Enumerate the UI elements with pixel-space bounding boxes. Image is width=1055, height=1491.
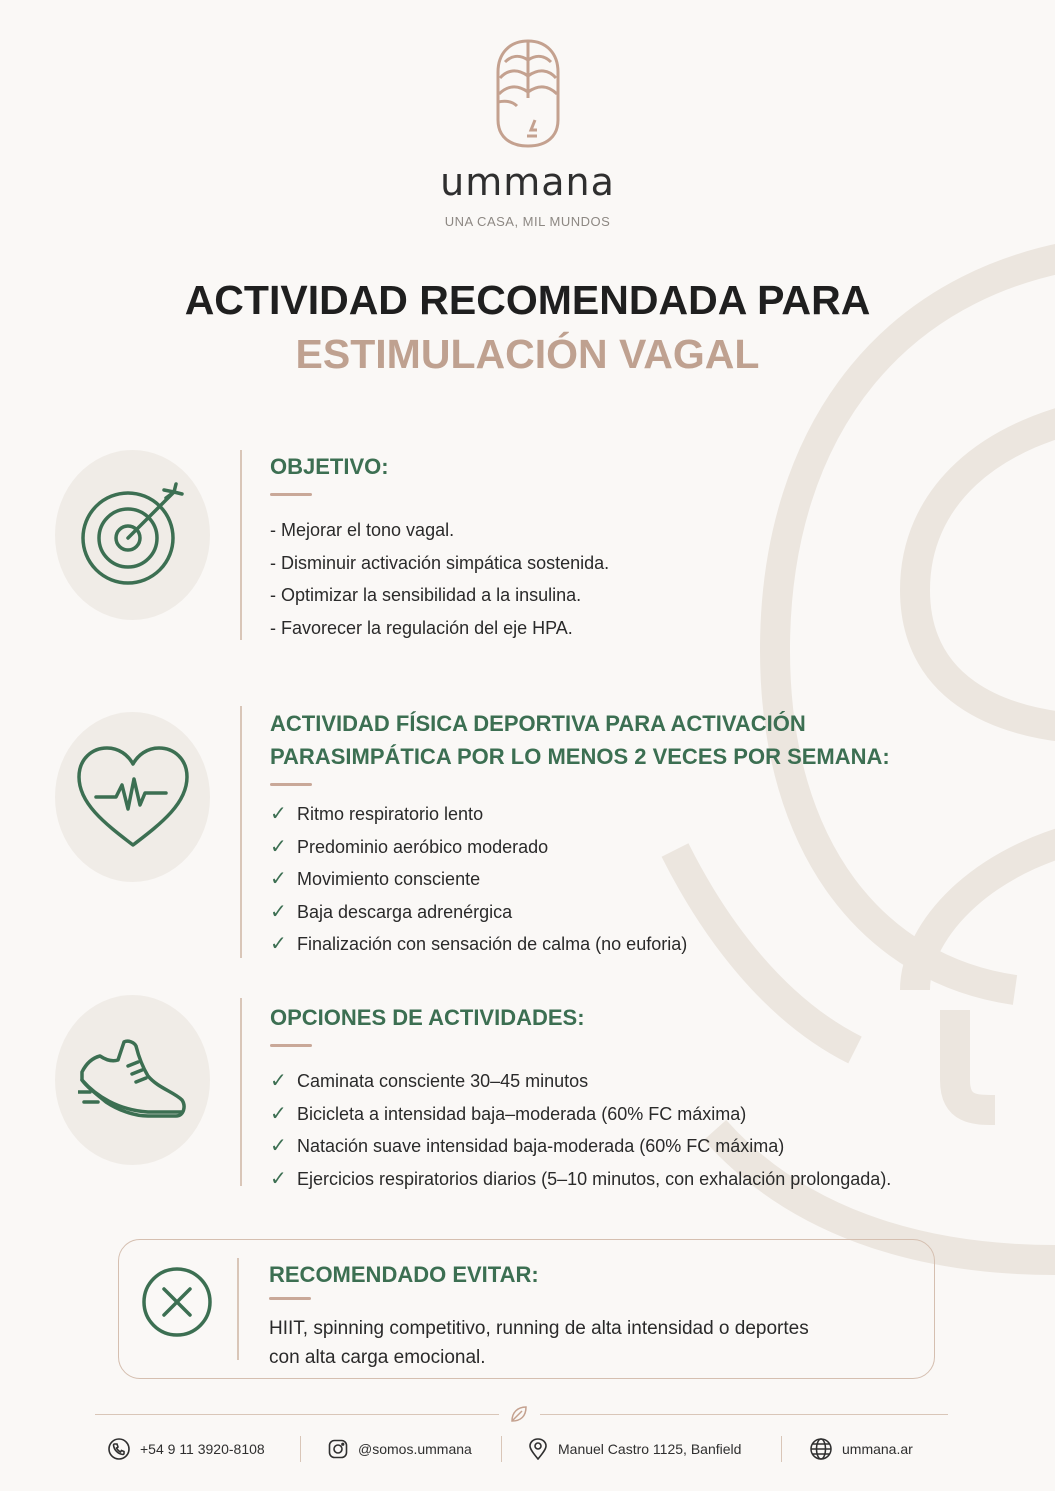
list-item xyxy=(270,1163,891,1196)
address-text: Manuel Castro 1125, Banfield xyxy=(558,1441,742,1457)
list-item: - Disminuir activación simpática sostenida. xyxy=(270,552,610,573)
list-item xyxy=(270,928,890,961)
list-item-text: Baja descarga adrenérgica xyxy=(297,901,513,922)
objetivo-divider xyxy=(240,450,242,640)
opciones-underline xyxy=(270,1044,312,1047)
footer-separator xyxy=(501,1436,502,1462)
phone-text: +54 9 11 3920-8108 xyxy=(140,1441,265,1457)
list-item-text: Ejercicios respiratorios diarios (5–10 minutos, con exhalación prolongada). xyxy=(297,1168,892,1189)
footer-separator xyxy=(300,1436,301,1462)
target-icon xyxy=(78,480,188,590)
footer-web[interactable] xyxy=(810,1434,913,1464)
footer xyxy=(0,1434,1055,1464)
actividad-heading-line-1: ACTIVIDAD FÍSICA DEPORTIVA PARA ACTIVACIÓN xyxy=(270,711,806,736)
objetivo-list xyxy=(270,514,609,644)
opciones-heading: OPCIONES DE ACTIVIDADES: xyxy=(270,1005,585,1030)
actividad-underline xyxy=(270,783,312,786)
actividad-section xyxy=(270,707,890,961)
list-item-text: Natación suave intensidad baja-moderada (60% FC máxima) xyxy=(297,1136,785,1156)
list-item-text: Caminata consciente 30–45 minutos xyxy=(297,1071,589,1091)
evitar-underline xyxy=(269,1297,311,1300)
brand-name: ummana xyxy=(440,160,615,204)
list-item-text: Finalización con sensación de calma (no euforia) xyxy=(297,934,688,954)
x-circle-icon xyxy=(141,1266,213,1338)
list-item xyxy=(270,1130,891,1163)
opciones-icon-circle xyxy=(55,995,210,1165)
opciones-divider xyxy=(240,998,242,1186)
logo-block xyxy=(0,38,1055,229)
list-item: - Favorecer la regulación del eje HPA. xyxy=(270,617,573,638)
list-item xyxy=(270,831,890,864)
check-icon: ✓ xyxy=(270,835,287,858)
list-item-text: Ritmo respiratorio lento xyxy=(297,804,484,824)
list-item xyxy=(270,1098,891,1131)
heart-pulse-icon xyxy=(76,745,190,849)
evitar-body xyxy=(269,1314,909,1372)
list-item xyxy=(270,798,890,831)
opciones-section xyxy=(270,1001,891,1195)
sneaker-icon xyxy=(78,1036,188,1124)
footer-divider-left xyxy=(95,1414,499,1415)
title-line-1: ACTIVIDAD RECOMENDADA PARA xyxy=(184,277,871,323)
footer-address[interactable] xyxy=(528,1434,741,1464)
check-icon: ✓ xyxy=(270,1102,287,1125)
list-item xyxy=(270,1065,891,1098)
actividad-list xyxy=(270,798,890,961)
globe-icon xyxy=(810,1438,832,1460)
web-text: ummana.ar xyxy=(842,1441,913,1457)
check-icon: ✓ xyxy=(270,933,287,955)
page-title xyxy=(0,273,1055,381)
evitar-content xyxy=(269,1258,909,1372)
list-item xyxy=(270,896,890,929)
list-item: - Mejorar el tono vagal. xyxy=(270,520,455,540)
objetivo-section xyxy=(270,450,609,644)
ummana-logo-icon xyxy=(495,38,561,148)
evitar-body-line-1: HIIT, spinning competitivo, running de alta intensidad o deportes xyxy=(269,1318,809,1339)
location-icon xyxy=(528,1438,548,1460)
list-item-text: Predominio aeróbico moderado xyxy=(297,836,549,857)
footer-separator xyxy=(781,1436,782,1462)
actividad-icon-circle xyxy=(55,712,210,882)
evitar-body-line-2: con alta carga emocional. xyxy=(269,1347,486,1368)
check-icon: ✓ xyxy=(270,900,287,923)
title-line-2: ESTIMULACIÓN VAGAL xyxy=(295,331,760,377)
objetivo-underline xyxy=(270,493,312,496)
list-item xyxy=(270,863,890,896)
leaf-icon xyxy=(509,1404,529,1424)
instagram-text: @somos.ummana xyxy=(358,1441,472,1457)
evitar-divider xyxy=(237,1258,239,1360)
check-icon: ✓ xyxy=(270,1070,287,1092)
check-icon: ✓ xyxy=(270,868,287,890)
objetivo-icon-circle xyxy=(55,450,210,620)
instagram-icon xyxy=(328,1439,348,1459)
footer-instagram[interactable] xyxy=(328,1434,472,1464)
list-item: - Optimizar la sensibilidad a la insulina. xyxy=(270,585,582,605)
evitar-box xyxy=(118,1239,935,1379)
objetivo-heading: OBJETIVO: xyxy=(270,454,389,479)
brand-tagline: UNA CASA, MIL MUNDOS xyxy=(444,214,611,229)
check-icon: ✓ xyxy=(270,803,287,825)
evitar-heading: RECOMENDADO EVITAR: xyxy=(269,1262,539,1287)
check-icon: ✓ xyxy=(270,1135,287,1157)
list-item-text: Movimiento consciente xyxy=(297,869,481,889)
footer-divider-right xyxy=(540,1414,948,1415)
list-item-text: Bicicleta a intensidad baja–moderada (60% FC máxima) xyxy=(297,1103,747,1124)
actividad-heading-line-2: PARASIMPÁTICA POR LO MENOS 2 VECES POR SEMANA: xyxy=(270,744,890,769)
phone-icon xyxy=(108,1438,130,1460)
actividad-divider xyxy=(240,706,242,958)
opciones-list xyxy=(270,1065,891,1195)
footer-phone[interactable] xyxy=(108,1434,265,1464)
check-icon: ✓ xyxy=(270,1167,287,1190)
